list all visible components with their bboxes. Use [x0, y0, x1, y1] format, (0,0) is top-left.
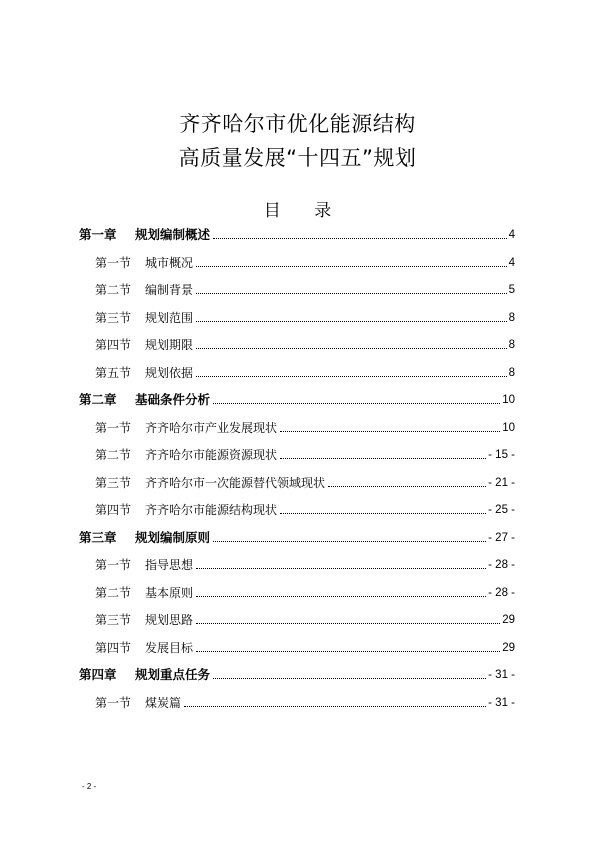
toc-entry-page: 10 [502, 421, 515, 434]
toc-entry-page: 8 [508, 366, 515, 379]
toc-dot-leader [196, 375, 507, 377]
toc-entry-page: 10 [502, 394, 515, 406]
toc-entry-number: 第四节 [95, 640, 132, 655]
toc-entry-label: 城市概况 [145, 255, 194, 270]
toc-section-entry[interactable] [95, 690, 515, 710]
toc-section-entry[interactable] [95, 580, 515, 600]
toc-entry-page: - 27 - [488, 531, 515, 544]
toc-section-entry[interactable] [95, 635, 515, 655]
toc-entry-page: 8 [508, 339, 515, 351]
toc-entry-number: 第三节 [95, 310, 132, 325]
toc-section-entry[interactable] [95, 470, 515, 490]
toc-entry-page: - 31 - [488, 669, 515, 681]
toc-entry-page: - 21 - [488, 476, 515, 489]
toc-heading: 目 录 [263, 201, 346, 221]
toc-entry-label: 基础条件分析 [135, 392, 211, 407]
toc-section-entry[interactable] [95, 250, 515, 270]
toc-chapter-entry[interactable] [79, 222, 515, 242]
page-footer-number: - 2 - [82, 782, 97, 791]
toc-entry-number: 第五节 [95, 365, 132, 380]
toc-entry-number: 第四章 [79, 667, 117, 682]
toc-dot-leader [196, 567, 486, 569]
toc-dot-leader [196, 595, 486, 597]
toc-entry-label: 指导思想 [145, 558, 194, 572]
toc-section-entry[interactable] [95, 607, 515, 627]
toc-entry-number: 第一章 [79, 227, 117, 242]
toc-entry-label: 规划依据 [145, 365, 194, 380]
toc-entry-label: 规划思路 [145, 613, 194, 627]
toc-entry-label: 煤炭篇 [145, 695, 182, 710]
toc-dot-leader [213, 402, 500, 404]
toc-section-entry[interactable] [95, 497, 515, 517]
toc-entry-label: 规划编制原则 [135, 529, 211, 545]
toc-dot-leader [196, 265, 507, 267]
toc-entry-page: 8 [508, 311, 515, 324]
toc-entry-label: 规划重点任务 [135, 667, 211, 682]
toc-section-entry[interactable] [95, 360, 515, 380]
toc-entry-number: 第二章 [79, 392, 117, 407]
toc-entry-label: 编制背景 [145, 283, 194, 297]
toc-entry-page: 4 [508, 229, 515, 241]
toc-section-entry[interactable] [95, 415, 515, 435]
toc-entry-label: 规划编制概述 [135, 227, 211, 242]
toc-entry-page: 4 [508, 256, 515, 269]
toc-entry-number: 第四节 [95, 338, 132, 352]
toc-dot-leader [196, 292, 507, 294]
toc-entry-number: 第四节 [95, 503, 132, 517]
toc-dot-leader [196, 650, 500, 652]
toc-dot-leader [196, 347, 507, 349]
toc-dot-leader [196, 622, 500, 624]
toc-section-entry[interactable] [95, 552, 515, 572]
toc-entry-number: 第二节 [95, 585, 132, 600]
toc-entry-label: 规划期限 [145, 338, 194, 352]
toc-dot-leader [213, 540, 486, 542]
toc-dot-leader [184, 705, 486, 707]
toc-entry-label: 规划范围 [145, 310, 194, 325]
toc-entry-label: 齐齐哈尔市能源资源现状 [145, 448, 278, 462]
toc-entry-number: 第三节 [95, 475, 132, 490]
toc-dot-leader [280, 430, 500, 432]
toc-section-entry[interactable] [95, 305, 515, 325]
toc-entry-label: 基本原则 [145, 585, 194, 600]
toc-entry-number: 第二节 [95, 283, 132, 297]
toc-dot-leader [328, 485, 486, 487]
toc-section-entry[interactable] [95, 332, 515, 352]
toc-entry-page: - 15 - [488, 449, 515, 461]
toc-entry-page: - 31 - [488, 696, 515, 709]
toc-entry-number: 第一节 [95, 558, 132, 572]
toc-chapter-entry[interactable] [79, 662, 515, 682]
toc-entry-page: - 28 - [488, 559, 515, 571]
toc-chapter-entry[interactable] [79, 387, 515, 407]
toc-entry-label: 齐齐哈尔市能源结构现状 [145, 503, 278, 517]
toc-dot-leader [280, 457, 486, 459]
toc-entry-label: 齐齐哈尔市产业发展现状 [145, 420, 278, 435]
toc-entry-number: 第一节 [95, 695, 132, 710]
toc-entry-page: 29 [502, 614, 515, 626]
toc-entry-number: 第一节 [95, 420, 132, 435]
toc-section-entry[interactable] [95, 442, 515, 462]
toc-dot-leader [213, 677, 486, 679]
toc-entry-number: 第三章 [79, 529, 117, 545]
toc-entry-page: 5 [508, 284, 515, 296]
document-title-line-2: 高质量发展“十四五”规划 [178, 146, 417, 170]
document-title-line-1: 齐齐哈尔市优化能源结构 [179, 112, 416, 136]
toc-entry-page: - 28 - [488, 586, 515, 599]
toc-dot-leader [280, 512, 486, 514]
toc-entry-page: - 25 - [488, 504, 515, 516]
toc-entry-label: 发展目标 [145, 640, 194, 655]
toc-dot-leader [196, 320, 507, 322]
toc-dot-leader [213, 237, 507, 239]
toc-entry-number: 第一节 [95, 255, 132, 270]
toc-section-entry[interactable] [95, 277, 515, 297]
toc-entry-number: 第二节 [95, 448, 132, 462]
toc-entry-page: 29 [502, 641, 515, 654]
toc-entry-label: 齐齐哈尔市一次能源替代领域现状 [145, 475, 326, 490]
toc-entry-number: 第三节 [95, 613, 132, 627]
toc-chapter-entry[interactable] [79, 525, 515, 545]
